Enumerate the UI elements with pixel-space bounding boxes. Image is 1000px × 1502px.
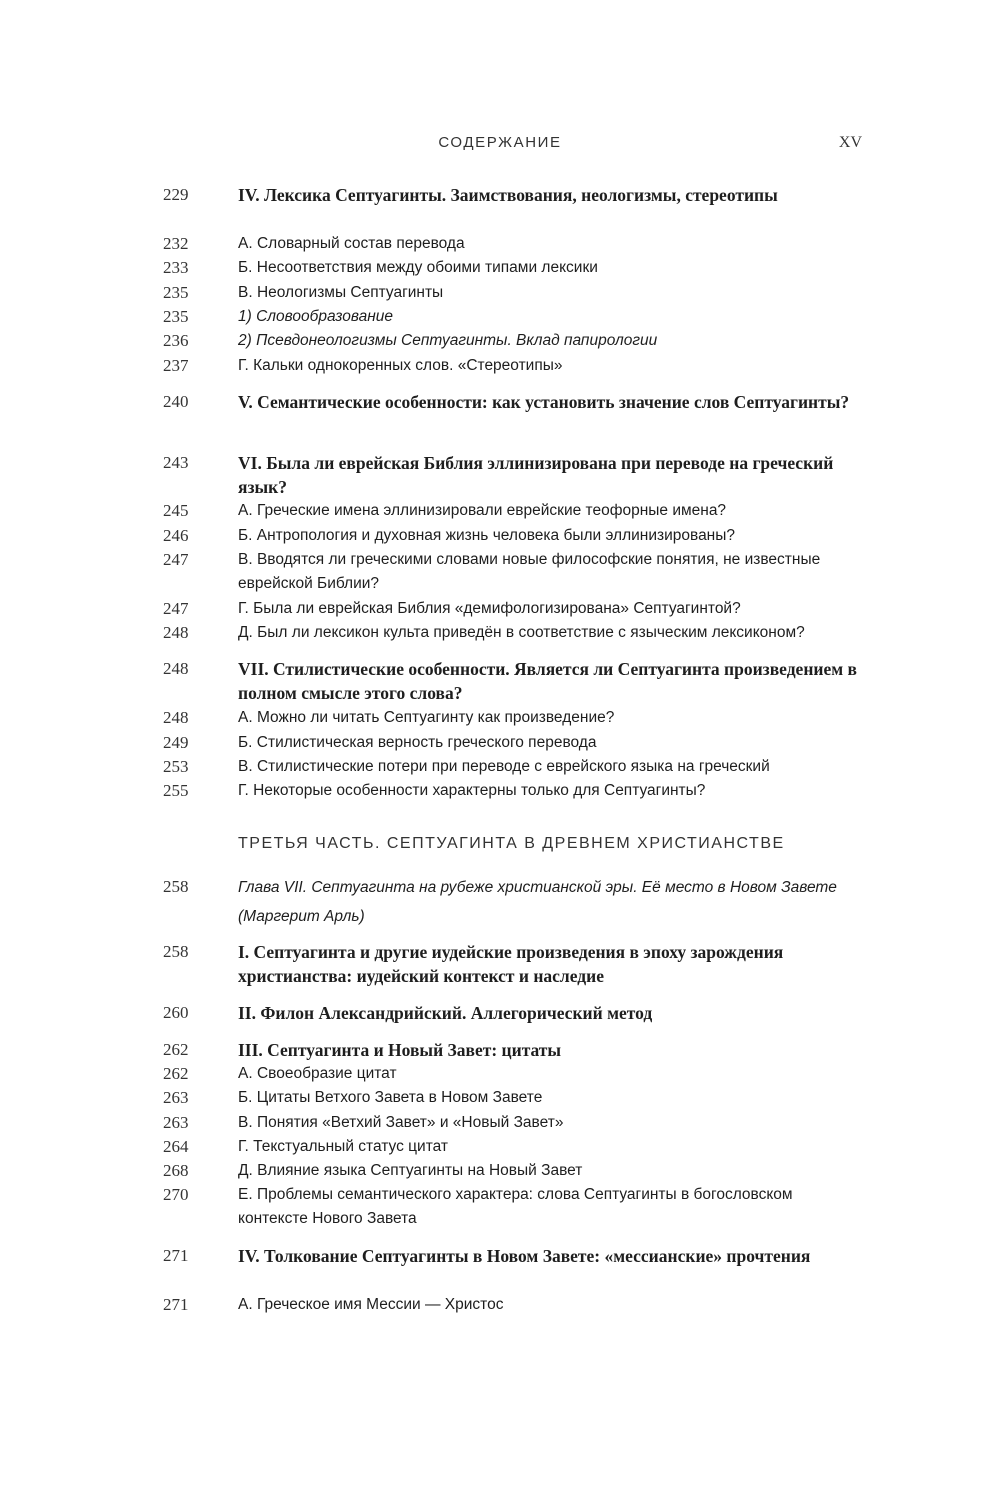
toc-page-number: 271 bbox=[163, 1246, 189, 1265]
toc-page-number: 233 bbox=[163, 258, 189, 277]
toc-page-number: 248 bbox=[163, 659, 189, 678]
toc-heading: IV. Лексика Септуагинты. Заимствования, неологизмы, стереотипы bbox=[238, 185, 778, 205]
toc-page-number: 264 bbox=[163, 1137, 189, 1156]
toc-subheading: Е. Проблемы семантического характера: слова Септуагинты в богословском контексте Нового Завета bbox=[238, 1186, 793, 1227]
running-header-page-number: XV bbox=[838, 134, 862, 151]
toc-heading: VII. Стилистические особенности. Является ли Септуагинта произведением в полном смысле этого слова? bbox=[238, 659, 857, 703]
toc-subheading: А. Греческие имена эллинизировали еврейские теофорные имена? bbox=[238, 502, 727, 519]
toc-heading: II. Филон Александрийский. Аллегорический метод bbox=[238, 1003, 653, 1023]
toc-minor-heading: 1) Словообразование bbox=[238, 308, 394, 325]
toc-page-number: 263 bbox=[163, 1113, 189, 1132]
toc-subheading: Г. Некоторые особенности характерны только для Септуагинты? bbox=[238, 782, 706, 799]
toc-heading: IV. Толкование Септуагинты в Новом Завете: «мессианские» прочтения bbox=[238, 1246, 811, 1266]
toc-page-number: 243 bbox=[163, 453, 189, 472]
toc-page-number: 247 bbox=[163, 550, 189, 569]
toc-page-number: 229 bbox=[163, 185, 189, 204]
toc-subheading: Д. Был ли лексикон культа приведён в соответствие с языческим лексиконом? bbox=[238, 624, 805, 641]
toc-heading: VI. Была ли еврейская Библия эллинизирована при переводе на греческий язык? bbox=[238, 453, 834, 497]
toc-subheading: Б. Стилистическая верность греческого перевода bbox=[238, 734, 597, 751]
toc-page-number: 235 bbox=[163, 307, 189, 326]
toc-page-number: 240 bbox=[163, 392, 189, 411]
toc-subheading: А. Греческое имя Мессии — Христос bbox=[238, 1296, 504, 1313]
toc-page-number: 263 bbox=[163, 1088, 189, 1107]
toc-page-number: 253 bbox=[163, 757, 189, 776]
toc-subheading: Б. Несоответствия между обоими типами лексики bbox=[238, 259, 598, 276]
toc-chapter-title: Глава VII. Септуагинта на рубеже христианской эры. Её место в Новом Завете (Маргерит Арль) bbox=[238, 879, 837, 925]
toc-page-number: 258 bbox=[163, 877, 189, 896]
toc-subheading: В. Вводятся ли греческими словами новые философские понятия, не известные еврейской Библии? bbox=[238, 551, 821, 592]
toc-minor-heading: 2) Псевдонеологизмы Септуагинты. Вклад папирологии bbox=[238, 332, 658, 349]
toc-subheading: В. Понятия «Ветхий Завет» и «Новый Завет» bbox=[238, 1114, 564, 1131]
toc-heading: III. Септуагинта и Новый Завет: цитаты bbox=[238, 1040, 562, 1060]
toc-page-number: 248 bbox=[163, 708, 189, 727]
toc-page-number: 260 bbox=[163, 1003, 189, 1022]
toc-subheading: В. Неологизмы Септуагинты bbox=[238, 284, 444, 301]
toc-subheading: А. Своеобразие цитат bbox=[238, 1065, 397, 1082]
toc-subheading: Г. Текстуальный статус цитат bbox=[238, 1138, 448, 1155]
toc-page-number: 237 bbox=[163, 356, 189, 375]
toc-page-number: 236 bbox=[163, 331, 189, 350]
toc-page-number: 262 bbox=[163, 1064, 189, 1083]
toc-heading: I. Септуагинта и другие иудейские произведения в эпоху зарождения христианства: иудейский контекст и наследие bbox=[238, 942, 784, 986]
toc-page-number: 255 bbox=[163, 781, 189, 800]
toc-page-number: 271 bbox=[163, 1295, 189, 1314]
toc-page-number: 247 bbox=[163, 599, 189, 618]
toc-subheading: Г. Была ли еврейская Библия «демифологизирована» Септуагинтой? bbox=[238, 600, 741, 617]
toc-page-number: 245 bbox=[163, 501, 189, 520]
toc-page-number: 246 bbox=[163, 526, 189, 545]
toc-page-number: 235 bbox=[163, 283, 189, 302]
toc-subheading: А. Можно ли читать Септуагинту как произведение? bbox=[238, 709, 615, 726]
toc-subheading: А. Словарный состав перевода bbox=[238, 235, 465, 252]
toc-subheading: Б. Цитаты Ветхого Завета в Новом Завете bbox=[238, 1089, 543, 1106]
toc-page-number: 262 bbox=[163, 1040, 189, 1059]
toc-subheading: Г. Кальки однокоренных слов. «Стереотипы» bbox=[238, 357, 563, 374]
toc-page-number: 270 bbox=[163, 1185, 189, 1204]
toc-subheading: В. Стилистические потери при переводе с еврейского языка на греческий bbox=[238, 758, 770, 775]
toc-page-number: 232 bbox=[163, 234, 189, 253]
toc-page-number: 268 bbox=[163, 1161, 189, 1180]
toc-page-number: 249 bbox=[163, 733, 189, 752]
toc-page-number: 258 bbox=[163, 942, 189, 961]
part-heading: ТРЕТЬЯ ЧАСТЬ. СЕПТУАГИНТА В ДРЕВНЕМ ХРИСТИАНСТВЕ bbox=[238, 835, 785, 852]
toc-heading: V. Семантические особенности: как установить значение слов Септуагинты? bbox=[238, 392, 850, 412]
toc-page-number: 248 bbox=[163, 623, 189, 642]
running-header-title: СОДЕРЖАНИЕ bbox=[438, 134, 562, 151]
toc-subheading: Б. Антропология и духовная жизнь человека были эллинизированы? bbox=[238, 527, 736, 544]
toc-subheading: Д. Влияние языка Септуагинты на Новый Завет bbox=[238, 1162, 583, 1179]
